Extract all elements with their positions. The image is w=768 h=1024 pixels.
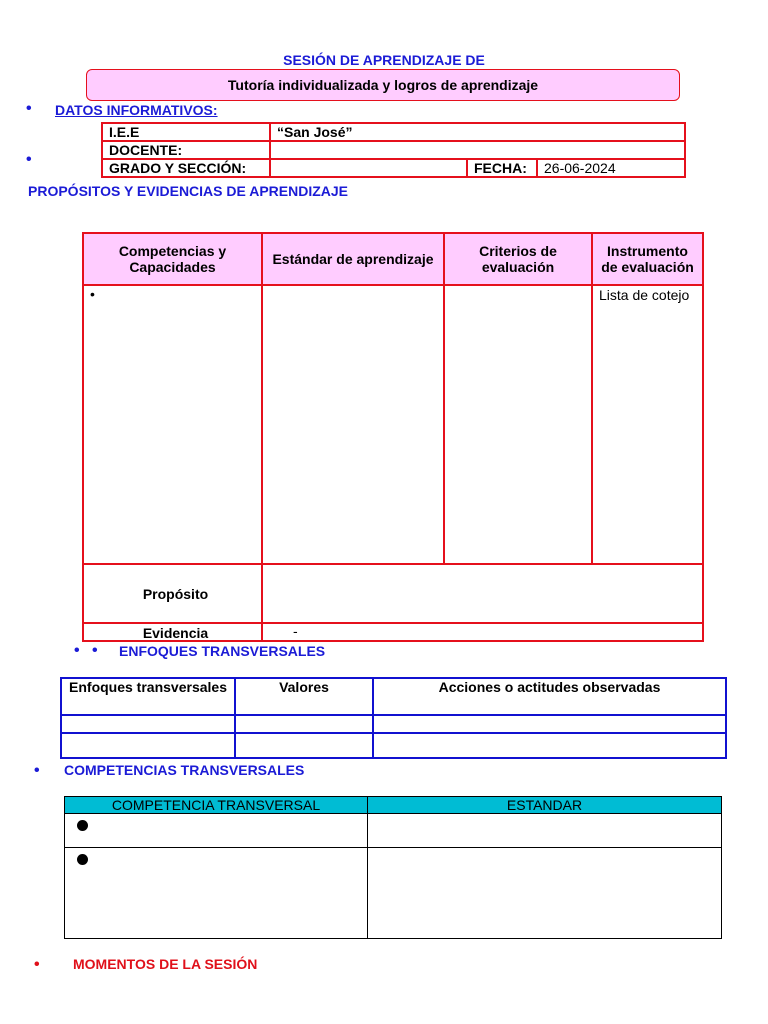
bullet-icon: • [34, 762, 40, 779]
subtitle-box [86, 69, 680, 101]
acciones-cell [373, 733, 726, 758]
grado-value [270, 159, 467, 177]
fecha-label: FECHA: [467, 159, 537, 177]
bullet-icon: • [92, 642, 98, 659]
col-acciones: Acciones o actitudes observadas [373, 678, 726, 715]
grado-label: GRADO Y SECCIÓN: [102, 159, 270, 177]
estandar-cell [262, 285, 444, 564]
enfoques-cell [61, 715, 235, 733]
datos-table [101, 122, 686, 178]
bullet-icon: • [26, 151, 32, 168]
col-valores: Valores [235, 678, 373, 715]
acciones-cell [373, 715, 726, 733]
bullet-icon: • [34, 956, 40, 973]
datos-heading: DATOS INFORMATIVOS: [55, 102, 218, 118]
momentos-heading: MOMENTOS DE LA SESIÓN [73, 956, 258, 972]
page-title: SESIÓN DE APRENDIZAJE DE [283, 52, 485, 68]
col-estandar-transversal: ESTANDAR [368, 797, 722, 814]
col-competencias: Competencias y Capacidades [83, 233, 262, 285]
enfoques-cell [61, 733, 235, 758]
propositos-table [82, 232, 704, 642]
docente-value [270, 141, 685, 159]
col-instrumento: Instrumento de evaluación [592, 233, 703, 285]
estandar-cell [368, 814, 722, 848]
propositos-heading: PROPÓSITOS Y EVIDENCIAS DE APRENDIZAJE [28, 183, 349, 199]
proposito-label: Propósito [83, 564, 262, 623]
criterios-cell [444, 285, 592, 564]
bullet-icon [77, 854, 88, 865]
iee-value: “San José” [270, 123, 685, 141]
bullet-icon: • [26, 100, 32, 117]
valores-cell [235, 715, 373, 733]
col-competencia-transversal: COMPETENCIA TRANSVERSAL [65, 797, 368, 814]
instrumento-value: Lista de cotejo [592, 285, 703, 564]
subtitle-text: Tutoría individualizada y logros de aprendizaje [227, 77, 539, 93]
enfoques-heading: ENFOQUES TRANSVERSALES [119, 643, 326, 659]
competencias-heading: COMPETENCIAS TRANSVERSALES [64, 762, 305, 778]
proposito-value [262, 564, 703, 623]
iee-label: I.E.E [102, 123, 270, 141]
col-estandar: Estándar de aprendizaje [262, 233, 444, 285]
bullet-icon: • [74, 642, 80, 659]
evidencia-label: Evidencia [83, 623, 262, 641]
competencias-table [64, 796, 722, 939]
bullet-icon [77, 820, 88, 831]
evidencia-value: - [262, 623, 703, 641]
valores-cell [235, 733, 373, 758]
estandar-cell [368, 848, 722, 939]
col-criterios: Criterios de evaluación [444, 233, 592, 285]
col-enfoques: Enfoques transversales [61, 678, 235, 715]
docente-label: DOCENTE: [102, 141, 270, 159]
competencia-cell [65, 814, 368, 848]
competencia-cell [65, 848, 368, 939]
bullet-icon: • [90, 286, 95, 302]
enfoques-table [60, 677, 727, 759]
fecha-value: 26-06-2024 [537, 159, 685, 177]
competencias-cell [83, 285, 262, 564]
